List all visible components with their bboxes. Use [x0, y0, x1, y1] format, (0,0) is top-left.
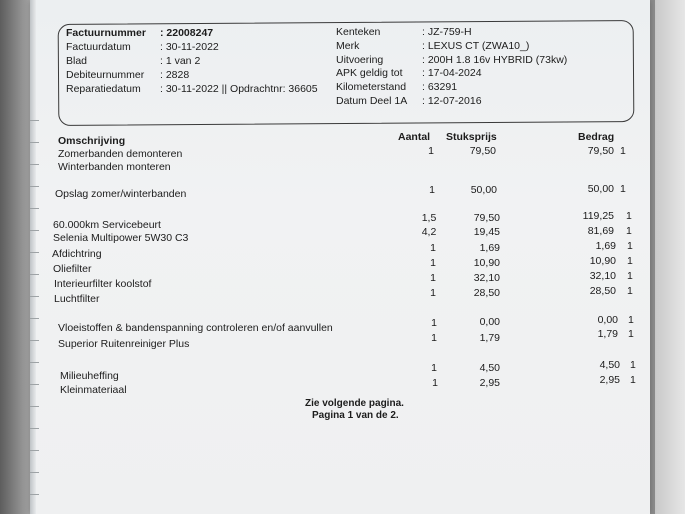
- line-code: 1: [627, 255, 633, 267]
- line-code: 1: [626, 225, 632, 237]
- line-unit-price: 19,45: [473, 226, 500, 238]
- line-description: Selenia Multipower 5W30 C3: [53, 232, 189, 244]
- line-quantity: 1: [430, 257, 436, 269]
- line-description: Oliefilter: [53, 263, 92, 275]
- margin-tick: [30, 252, 39, 253]
- line-code: 1: [630, 359, 636, 371]
- margin-tick: [30, 450, 39, 451]
- margin-tick: [30, 208, 39, 209]
- brand-value: : LEXUS CT (ZWA10_): [422, 40, 530, 52]
- line-unit-price: 10,90: [473, 257, 500, 269]
- margin-tick: [30, 164, 39, 165]
- margin-tick: [30, 296, 39, 297]
- margin-tick: [30, 494, 39, 495]
- line-unit-price: 50,00: [470, 184, 497, 196]
- line-unit-price: 0,00: [479, 316, 500, 328]
- brand-label: Merk: [336, 40, 360, 52]
- line-code: 1: [620, 145, 626, 157]
- line-code: 1: [628, 314, 634, 326]
- line-description: Interieurfilter koolstof: [54, 278, 152, 290]
- margin-tick: [30, 230, 39, 231]
- line-quantity: 1: [431, 332, 437, 344]
- invoice-date-label: Factuurdatum: [66, 41, 131, 53]
- line-code: 1: [627, 240, 633, 252]
- line-amount: 79,50: [587, 145, 614, 157]
- margin-tick: [30, 472, 39, 473]
- line-unit-price: 4,50: [479, 362, 500, 374]
- line-unit-price: 79,50: [473, 212, 500, 224]
- invoice-date-value: : 30-11-2022: [160, 41, 219, 53]
- line-quantity: 1: [430, 242, 436, 254]
- line-description: Winterbanden monteren: [58, 161, 171, 173]
- line-amount: 1,69: [595, 240, 616, 252]
- line-amount: 10,90: [589, 255, 616, 267]
- column-header-quantity: Aantal: [398, 131, 431, 143]
- repair-date-value: : 30-11-2022 || Opdrachtnr: 36605: [160, 83, 318, 95]
- line-unit-price: 1,79: [479, 332, 500, 344]
- apk-valid-value: : 17-04-2024: [422, 67, 482, 79]
- debtor-number-value: : 2828: [160, 69, 190, 81]
- mileage-label: Kilometerstand: [336, 81, 407, 93]
- registration-date-label: Datum Deel 1A: [336, 95, 408, 107]
- sheet-label: Blad: [66, 55, 88, 67]
- version-label: Uitvoering: [336, 54, 384, 66]
- repair-date-label: Reparatiedatum: [66, 83, 141, 95]
- line-description: 60.000km Servicebeurt: [53, 219, 161, 231]
- line-quantity: 1,5: [421, 212, 437, 224]
- line-quantity: 4,2: [421, 226, 437, 238]
- line-description: Afdichtring: [52, 248, 102, 260]
- line-code: 1: [628, 328, 634, 340]
- margin-tick: [30, 274, 39, 275]
- line-quantity: 1: [428, 145, 434, 157]
- line-unit-price: 1,69: [479, 242, 500, 254]
- line-amount: 1,79: [597, 328, 618, 340]
- line-amount: 4,50: [599, 359, 620, 371]
- registration-date-value: : 12-07-2016: [422, 95, 482, 107]
- debtor-number-label: Debiteurnummer: [66, 69, 145, 81]
- line-quantity: 1: [430, 272, 436, 284]
- line-unit-price: 28,50: [473, 287, 500, 299]
- line-code: 1: [620, 183, 626, 195]
- sheet-value: : 1 van 2: [160, 55, 201, 67]
- column-header-unit-price: Stuksprijs: [446, 131, 497, 143]
- background-right: [655, 0, 685, 514]
- line-unit-price: 2,95: [479, 377, 500, 389]
- line-description: Luchtfilter: [54, 293, 100, 305]
- line-amount: 81,69: [587, 225, 614, 237]
- page-margin-ticks: [30, 0, 40, 514]
- line-quantity: 1: [430, 287, 436, 299]
- line-description: Zomerbanden demonteren: [58, 148, 183, 160]
- next-page-note: Zie volgende pagina.: [305, 398, 404, 409]
- column-header-description: Omschrijving: [58, 135, 126, 147]
- invoice-number-value: : 22008247: [160, 27, 214, 39]
- invoice-number-label: Factuurnummer: [66, 27, 146, 39]
- line-amount: 32,10: [589, 270, 616, 282]
- line-amount: 28,50: [589, 285, 616, 297]
- margin-tick: [30, 428, 39, 429]
- line-unit-price: 32,10: [473, 272, 500, 284]
- margin-tick: [30, 120, 39, 121]
- line-description: Opslag zomer/winterbanden: [55, 188, 187, 200]
- page-indicator: Pagina 1 van de 2.: [312, 410, 399, 421]
- line-quantity: 1: [431, 317, 437, 329]
- version-value: : 200H 1.8 16v HYBRID (73kw): [422, 54, 568, 66]
- line-code: 1: [627, 270, 633, 282]
- line-quantity: 1: [431, 362, 437, 374]
- line-code: 1: [626, 210, 632, 222]
- margin-tick: [30, 384, 39, 385]
- margin-tick: [30, 186, 39, 187]
- margin-tick: [30, 406, 39, 407]
- line-description: Kleinmateriaal: [60, 384, 127, 396]
- line-amount: 119,25: [582, 210, 614, 222]
- line-code: 1: [627, 285, 633, 297]
- line-amount: 2,95: [599, 374, 620, 386]
- line-description: Milieuheffing: [60, 370, 119, 382]
- apk-valid-label: APK geldig tot: [336, 67, 403, 79]
- line-amount: 0,00: [597, 314, 618, 326]
- line-amount: 50,00: [587, 183, 614, 195]
- margin-tick: [30, 362, 39, 363]
- line-code: 1: [630, 374, 636, 386]
- column-header-amount: Bedrag: [578, 131, 615, 143]
- license-plate-label: Kenteken: [336, 26, 381, 38]
- license-plate-value: : JZ-759-H: [422, 26, 472, 38]
- margin-tick: [30, 340, 39, 341]
- line-description: Vloeistoffen & bandenspanning controleren en/of aanvullen: [58, 322, 333, 334]
- mileage-value: : 63291: [422, 81, 458, 93]
- line-description: Superior Ruitenreiniger Plus: [58, 338, 190, 350]
- margin-tick: [30, 318, 39, 319]
- line-quantity: 1: [429, 184, 435, 196]
- line-unit-price: 79,50: [469, 145, 496, 157]
- line-quantity: 1: [432, 377, 438, 389]
- margin-tick: [30, 142, 39, 143]
